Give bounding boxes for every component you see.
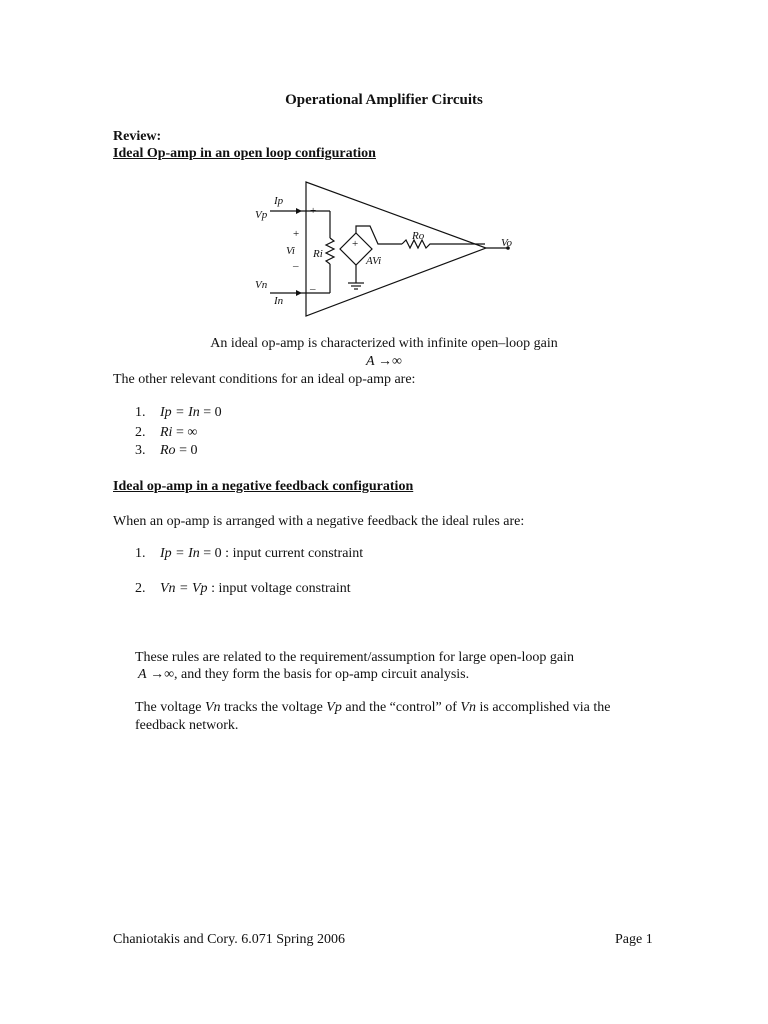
- paragraph-rules-basis: These rules are related to the requirement/assumption for large open-loop gain: [135, 650, 575, 665]
- source-output-wire: [356, 226, 402, 244]
- conditions-intro: The other relevant conditions for an ideal op-amp are:: [113, 372, 416, 387]
- intro-line: An ideal op-amp is characterized with infinite open–loop gain: [210, 336, 558, 351]
- label-vn: Vn: [255, 279, 268, 291]
- condition-item: 3. Ro = 0: [135, 443, 198, 458]
- plus-sign-source: +: [352, 238, 359, 250]
- paragraph-voltage-tracking-line2: feedback network.: [135, 718, 239, 733]
- ri-resistor: [326, 238, 334, 264]
- paragraph-rules-basis-line2: A →∞, and they form the basis for op-amp circuit analysis.: [138, 667, 470, 682]
- plus-sign-input: +: [310, 205, 317, 217]
- gain-expression: [0, 354, 768, 370]
- section-heading-open-loop: Ideal Op-amp in an open loop configuration: [113, 146, 376, 161]
- label-ri: Ri: [313, 248, 323, 260]
- paragraph-voltage-tracking: The voltage Vn tracks the voltage Vp and the “control” of Vn is accomplished via the: [135, 700, 611, 715]
- label-ro: Ro: [412, 230, 425, 242]
- in-arrow: [296, 290, 302, 296]
- label-avi: AVi: [366, 255, 382, 267]
- ip-arrow: [296, 208, 302, 214]
- minus-sign-input: –: [310, 283, 316, 295]
- footer-citation: Chaniotakis and Cory. 6.071 Spring 2006: [113, 932, 346, 947]
- op-amp-open-loop-diagram: [250, 178, 530, 320]
- label-vi: Vi: [286, 245, 295, 257]
- feedback-intro: When an op-amp is arranged with a negative feedback the ideal rules are:: [113, 514, 525, 529]
- rule-item: 1. Ip = In = 0 : input current constraint: [135, 546, 364, 561]
- page-number: Page 1: [615, 932, 653, 947]
- condition-item: 1. Ip = In = 0: [135, 405, 222, 420]
- page-title: Operational Amplifier Circuits: [285, 92, 483, 108]
- minus-sign-vi: –: [293, 260, 299, 272]
- label-vo: Vo: [501, 237, 512, 249]
- condition-item: 2. Ri = ∞: [135, 425, 198, 440]
- label-ip: Ip: [274, 195, 284, 207]
- rule-item: 2. Vn = Vp : input voltage constraint: [135, 581, 351, 596]
- label-in: In: [274, 295, 284, 307]
- review-heading: Review:: [113, 129, 162, 144]
- section-heading-negative-feedback: Ideal op-amp in a negative feedback configuration: [113, 479, 414, 494]
- gain-symbol: A: [365, 354, 375, 369]
- label-vp: Vp: [255, 209, 268, 221]
- plus-sign-vi: +: [293, 228, 300, 240]
- gain-arrow: →∞: [378, 354, 403, 369]
